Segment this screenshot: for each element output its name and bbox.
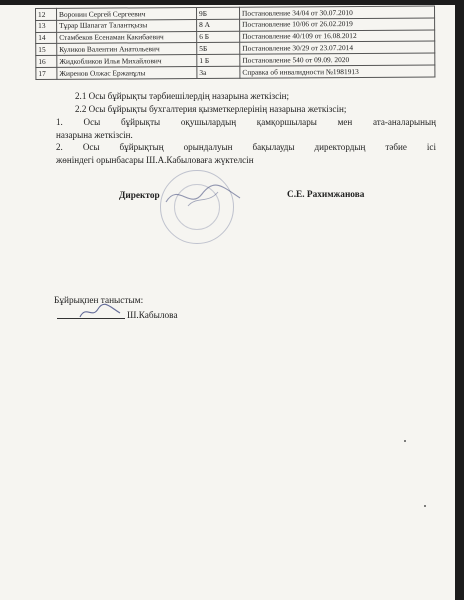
order-item-2-line1: 2. Осы бұйрықтың орындалуын бақылауды директордың тәбие ісі <box>56 142 436 152</box>
student-name-cell: Куликов Валентин Анатольевич <box>57 43 197 56</box>
scan-speck <box>424 505 426 507</box>
student-name-cell: Тұрар Шапагат Талантқызы <box>57 19 197 32</box>
row-number-cell: 17 <box>36 67 57 79</box>
scan-speck <box>404 440 406 442</box>
student-class-cell: 6 Б <box>197 31 240 43</box>
student-name-cell: Жидкобликов Илья Михайлович <box>57 55 197 68</box>
document-reference-cell: Постановление 540 от 09.09. 2020 <box>240 53 435 66</box>
order-item-1-line2: назарына жеткізсін. <box>56 130 133 140</box>
acknowledgement-signature-line <box>57 318 125 319</box>
student-class-cell: 9Б <box>197 7 240 19</box>
row-number-cell: 16 <box>36 56 57 68</box>
director-signature-mark <box>160 176 250 216</box>
row-number-cell: 15 <box>36 44 57 56</box>
order-item-1-line1: 1. Осы бұйрықты оқушылардың қамқоршылары мен ата-аналарының <box>56 117 436 127</box>
scan-top-edge <box>0 0 464 5</box>
students-table <box>35 6 435 80</box>
document-reference-cell: Постановление 10/06 от 26.02.2019 <box>240 18 435 31</box>
student-name-cell: Жиренов Олжас Ержанұлы <box>57 66 197 79</box>
row-number-cell: 14 <box>36 32 57 44</box>
document-reference-cell: Постановление 40/109 от 16.08.2012 <box>240 30 435 43</box>
order-item-2-line2: жөніндегі орынбасары Ш.А.Кабыловаға жүктелсін <box>56 155 254 165</box>
acknowledgement-title: Бұйрықпен таныстым: <box>54 296 144 306</box>
director-name: С.Е. Рахимжанова <box>287 190 365 200</box>
student-name-cell: Воронин Сергей Сергеевич <box>57 8 197 21</box>
director-label: Директор <box>119 191 160 201</box>
order-item-2-1: 2.1 Осы бұйрықты тәрбиешілердің назарына жеткізсін; <box>75 91 290 101</box>
row-number-cell: 13 <box>36 20 57 32</box>
student-class-cell: 5Б <box>197 43 240 55</box>
student-class-cell: 1 Б <box>197 54 240 66</box>
document-reference-cell: Постановление 30/29 от 23.07.2014 <box>240 41 435 54</box>
student-class-cell: 3а <box>197 66 240 78</box>
table-row <box>36 65 435 79</box>
scan-right-edge <box>455 0 464 600</box>
acknowledgement-name: Ш.Кабылова <box>127 311 178 321</box>
student-class-cell: 8 А <box>197 19 240 31</box>
order-item-2-2: 2.2 Осы бұйрықты бухгалтерия қызметкерлерінің назарына жеткізсін; <box>75 104 347 114</box>
student-name-cell: Стамбеков Есенаман Какибаевич <box>57 31 197 44</box>
row-number-cell: 12 <box>36 8 57 20</box>
document-reference-cell: Справка об инвалидности №1981913 <box>240 65 435 78</box>
document-reference-cell: Постановление 34/04 от 30.07.2010 <box>239 6 434 19</box>
